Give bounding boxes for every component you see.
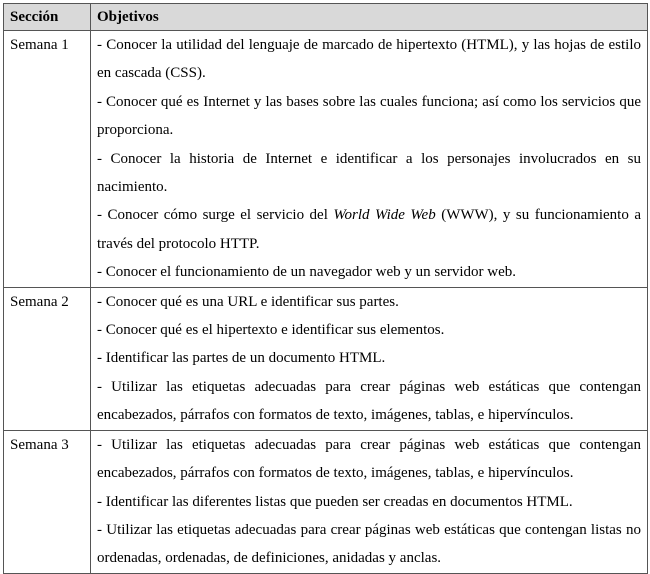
objective-text: - Utilizar las etiquetas adecuadas para crear páginas web estáticas que contengan encabezados, párrafos con formatos de texto, imágenes, tablas, e hipervínculos. [97, 436, 641, 482]
objectives-table [3, 3, 648, 574]
objective-item [97, 344, 641, 372]
table-row [4, 287, 648, 430]
objective-text: - Identificar las diferentes listas que pueden ser creadas en documentos HTML. [97, 493, 573, 510]
objective-item [97, 201, 641, 258]
table-row [4, 31, 648, 288]
table-row [4, 430, 648, 573]
objective-text: - Utilizar las etiquetas adecuadas para crear páginas web estáticas que contengan encabezados, párrafos con formatos de texto, imágenes, tablas, e hipervínculos. [97, 378, 641, 424]
section-cell: Semana 3 [4, 430, 91, 573]
objective-text: (WWW), y su funcionamiento a través del protocolo HTTP. [97, 207, 641, 252]
objective-text: - Utilizar las etiquetas adecuadas para crear páginas web estáticas que contengan listas no ordenadas, ordenadas, de definiciones, anidadas y anclas. [97, 521, 641, 567]
objective-italic-text: World Wide Web [333, 207, 436, 224]
objective-item [97, 31, 641, 88]
objective-text: - Conocer qué es una URL e identificar sus partes. [97, 293, 399, 310]
objective-item [97, 373, 641, 430]
objective-item [97, 258, 641, 286]
objectives-cell [91, 31, 648, 288]
header-section: Sección [4, 4, 91, 31]
objective-text: - Conocer el funcionamiento de un navegador web y un servidor web. [97, 264, 517, 281]
objective-item [97, 488, 641, 516]
objective-item [97, 316, 641, 344]
objective-item [97, 88, 641, 145]
objective-text: - Conocer cómo surge el servicio del [97, 207, 334, 224]
objective-item [97, 431, 641, 488]
objective-text: - Conocer la utilidad del lenguaje de marcado de hipertexto (HTML), y las hojas de estilo en cascada (CSS). [97, 37, 641, 82]
objective-text: - Conocer qué es Internet y las bases sobre las cuales funciona; así como los servicios que proporciona. [97, 93, 641, 139]
section-cell: Semana 1 [4, 31, 91, 288]
objective-text: - Conocer la historia de Internet e identificar a los personajes involucrados en su nacimiento. [97, 150, 641, 196]
objective-item [97, 145, 641, 202]
objective-item [97, 516, 641, 573]
objective-text: - Conocer qué es el hipertexto e identificar sus elementos. [97, 322, 445, 339]
section-cell: Semana 2 [4, 287, 91, 430]
header-objectives: Objetivos [91, 4, 648, 31]
table-header-row [4, 4, 648, 31]
objectives-cell [91, 287, 648, 430]
objective-item [97, 288, 641, 316]
objective-text: - Identificar las partes de un documento HTML. [97, 350, 386, 367]
objectives-cell [91, 430, 648, 573]
